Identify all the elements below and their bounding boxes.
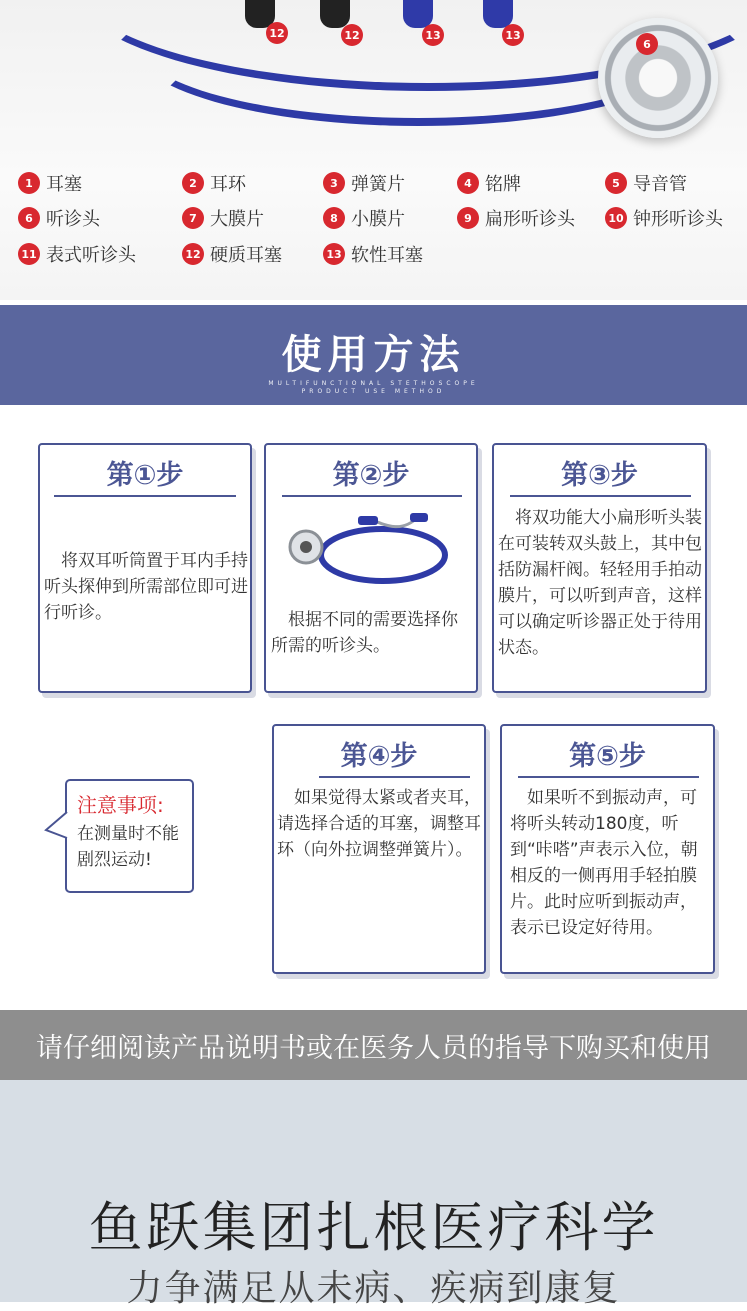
purchase-notice: 请仔细阅读产品说明书或在医务人员的指导下购买和使用 [0,1010,747,1080]
legend-label: 导音管 [633,174,687,195]
step-divider [518,776,699,778]
legend-label: 小膜片 [351,209,405,230]
step-5-card [500,724,715,974]
legend-label: 弹簧片 [351,174,405,195]
legend-label: 听诊头 [46,209,100,230]
legend-label: 耳环 [210,174,246,195]
caution-note [65,779,194,893]
legend-number: 12 [182,243,204,265]
step-divider [510,495,691,497]
legend-number: 13 [323,243,345,265]
step-title: 第①步 [106,460,184,491]
legend-item [18,205,100,231]
caution-title: 注意事项: [77,793,164,817]
marker-12: 12 [341,24,363,46]
legend-label: 大膜片 [210,209,264,230]
usage-method-banner [0,305,747,405]
legend-number: 1 [18,172,40,194]
step-divider [282,495,462,497]
step-description: 根据不同的需要选择你所需的听诊头。 [271,610,458,656]
product-image-area [0,0,747,300]
banner-title: 使用方法 [281,332,466,378]
step-description: 如果听不到振动声，可将听头转动180度，听到“咔嗒”声表示入位，朝相反的一侧再用手轻拍膜片。此时应听到振动声，表示已设定好待用。 [510,788,698,938]
step-divider [319,776,470,778]
legend-item [182,241,282,267]
note-pointer-icon [44,810,69,840]
legend-number: 4 [457,172,479,194]
legend-item [18,241,136,267]
legend-item [323,170,405,196]
legend-item [605,205,723,231]
legend-item [457,205,575,231]
legend-item [182,205,264,231]
legend-number: 3 [323,172,345,194]
legend-number: 10 [605,207,627,229]
marker-6: 6 [636,33,658,55]
legend-label: 硬质耳塞 [210,245,282,266]
marker-12: 12 [266,22,288,44]
legend-number: 11 [18,243,40,265]
legend-label: 钟形听诊头 [633,209,723,230]
legend-label: 扁形听诊头 [485,209,575,230]
stethoscope-chest-piece-icon [598,18,718,138]
step-1-card [38,443,252,693]
step-description: 将双功能大小扁形听头装在可装转双头鼓上，其中包括防漏杆阀。轻轻用手拍动膜片，可以听到声音，这样可以确定听诊器正处于待用状态。 [498,508,702,658]
brand-title: 鱼跃集团扎根医疗科学 [88,1196,659,1259]
brand-section [0,1080,747,1309]
legend-item [605,170,687,196]
legend-number: 5 [605,172,627,194]
legend-item [457,170,521,196]
marker-13: 13 [422,24,444,46]
legend-item [18,170,82,196]
legend-number: 2 [182,172,204,194]
step-title: 第②步 [332,460,410,491]
legend-number: 8 [323,207,345,229]
stethoscope-image-icon [278,507,468,597]
legend-number: 7 [182,207,204,229]
step-description: 如果觉得太紧或者夹耳，请选择合适的耳塞，调整耳环（向外拉调整弹簧片）。 [277,788,481,860]
legend-item [182,170,246,196]
legend-number: 9 [457,207,479,229]
legend-label: 表式听诊头 [46,245,136,266]
step-title: 第④步 [340,741,418,772]
marker-13: 13 [502,24,524,46]
step-divider [54,495,236,497]
step-title: 第⑤步 [569,741,646,772]
legend-number: 6 [18,207,40,229]
brand-subtitle: 力争满足从未病、疾病到康复 [126,1268,621,1309]
legend-item [323,241,423,267]
step-title: 第③步 [561,460,638,491]
legend-label: 铭牌 [485,174,521,195]
step-3-card [492,443,707,693]
hard-eartip-icon [320,0,350,28]
legend-label: 软性耳塞 [351,245,423,266]
legend-label: 耳塞 [46,174,82,195]
legend-item [323,205,405,231]
step-description: 将双耳听筒置于耳内手持听头探伸到所需部位即可进行听诊。 [44,551,248,623]
step-2-card [264,443,478,693]
step-4-card [272,724,486,974]
caution-text: 在测量时不能剧烈运动! [77,824,179,870]
banner-subtitle-line1: MULTIFUNCTIONAL STETHOSCOPE [268,380,479,387]
banner-subtitle-line2: PRODUCT USE METHOD [301,388,446,395]
